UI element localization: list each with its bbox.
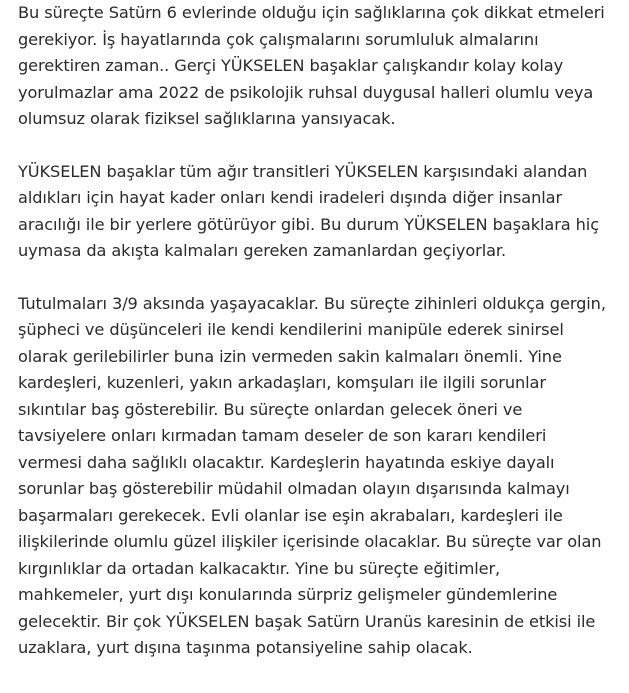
- text-line: YÜKSELEN başaklar tüm ağır transitleri YÜKSELEN karşısındaki alandan: [18, 161, 588, 181]
- text-line: olarak gerilebilirler buna izin vermeden sakin kalmaları önemli. Yine: [18, 346, 562, 366]
- text-line: uzaklara, yurt dışına taşınma potansiyeline sahip olacak.: [18, 638, 473, 657]
- text-line: Tutulmaları 3/9 aksında yaşayacaklar. Bu süreçte zihinleri oldukça gergin,: [18, 293, 606, 313]
- text-line: vermesi daha sağlıklı olacaktır. Kardeşlerin hayatında eskiye dayalı: [18, 452, 555, 472]
- text-line: kardeşleri, kuzenleri, yakın arkadaşları, komşuları ile ilgili sorunlar: [18, 373, 546, 392]
- text-line: tavsiyelere onları kırmadan tamam deseler de son kararı kendileri: [18, 426, 547, 445]
- text-line: Bu süreçte Satürn 6 evlerinde olduğu için sağlıklarına çok dikkat etmeleri: [18, 3, 605, 22]
- text-line: ilişkilerinde olumlu güzel ilişkiler içerisinde olacaklar. Bu süreçte var olan: [18, 532, 602, 551]
- paragraph-eclipses: [18, 291, 618, 662]
- text-line: mahkemeler, yurt dışı konularında sürpriz gelişmeler gündemlerine: [18, 585, 558, 604]
- paragraph-saturn-health: [18, 0, 618, 133]
- article-body: [18, 0, 618, 662]
- text-line: sorunlar baş gösterebilir müdahil olmadan olayın dışarısında kalmayı: [18, 479, 570, 498]
- text-line: yorulmazlar ama 2022 de psikolojik ruhsal duygusal halleri olumlu veya: [18, 82, 594, 102]
- text-line: uymasa da akışta kalmaları gereken zamanlardan geçiyorlar.: [18, 241, 507, 260]
- text-line: olumsuz olarak fiziksel sağlıklarına yansıyacak.: [18, 109, 396, 128]
- text-line: şüpheci ve düşünceleri ile kendi kendilerini manipüle ederek sinirsel: [18, 320, 564, 339]
- text-line: aracılığı ile bir yerlere götürüyor gibi. Bu durum YÜKSELEN başaklara hiç: [18, 214, 599, 234]
- text-line: gerekiyor. İş hayatlarında çok çalışmalarını sorumluluk almalarını: [18, 29, 539, 49]
- paragraph-heavy-transits: [18, 159, 618, 265]
- text-line: gelecektir. Bir çok YÜKSELEN başak Satürn Uranüs karesinin de etkisi ile: [18, 611, 596, 631]
- text-line: başarmaları gerekecek. Evli olanlar ise eşin akrabaları, kardeşleri ile: [18, 505, 563, 525]
- text-line: kırgınlıklar da ortadan kalkacaktır. Yine bu süreçte eğitimler,: [18, 558, 501, 578]
- text-line: gerektiren zaman.. Gerçi YÜKSELEN başaklar çalışkandır kolay kolay: [18, 56, 564, 75]
- text-line: aldıkları için hayat kader onları kendi iradeleri dışında diğer insanlar: [18, 188, 563, 207]
- text-line: sıkıntılar baş gösterebilir. Bu süreçte onlardan gelecek öneri ve: [18, 399, 523, 419]
